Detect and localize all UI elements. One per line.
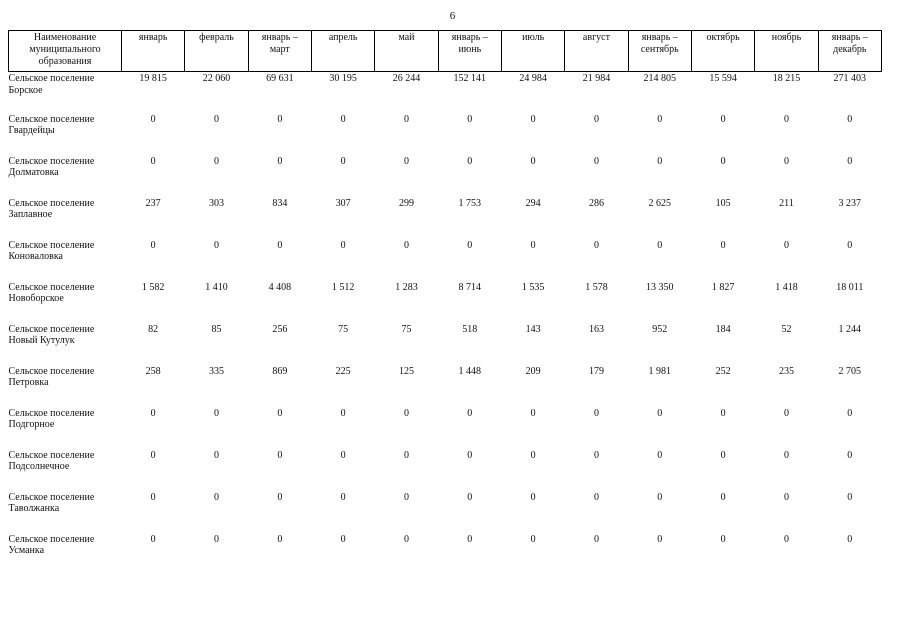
cell-value: 0 xyxy=(277,491,283,503)
cell-value: 0 xyxy=(783,113,789,125)
cell-value: 307 xyxy=(335,197,351,209)
cell-value: 0 xyxy=(530,155,536,167)
municipality-type: Сельское поселение xyxy=(8,155,95,167)
cell-value: 52 xyxy=(781,323,792,335)
municipality-title: Петровка xyxy=(8,377,49,388)
cell-value: 0 xyxy=(467,113,473,125)
municipality-name xyxy=(9,492,122,534)
cell-value: 15 594 xyxy=(709,73,737,84)
cell-value: 0 xyxy=(213,407,219,419)
cell-value: 1 418 xyxy=(775,281,798,293)
cell-value: 18 215 xyxy=(772,73,801,84)
cell-value: 75 xyxy=(338,323,349,335)
cell-value: 0 xyxy=(847,491,853,503)
header-month: январь – декабрь xyxy=(818,31,881,72)
cell-value: 0 xyxy=(847,113,853,125)
cell-value: 0 xyxy=(783,533,789,545)
cell-value: 0 xyxy=(150,533,156,545)
cell-value: 0 xyxy=(847,533,853,545)
municipality-name xyxy=(9,324,122,366)
cell-value: 252 xyxy=(715,365,731,377)
municipality-name xyxy=(9,240,122,282)
cell-value: 4 408 xyxy=(268,281,292,293)
cell-value: 0 xyxy=(213,491,219,503)
cell-value: 0 xyxy=(530,239,536,251)
cell-value: 0 xyxy=(530,113,536,125)
header-month: май xyxy=(375,31,438,72)
cell-value: 3 237 xyxy=(838,197,862,209)
cell-value: 237 xyxy=(145,197,161,209)
municipality-title: Таволжанка xyxy=(8,503,60,514)
cell-value: 869 xyxy=(272,365,288,377)
cell-value: 8 714 xyxy=(458,281,482,293)
cell-value: 0 xyxy=(720,155,726,167)
cell-value: 152 141 xyxy=(453,73,487,84)
cell-value: 0 xyxy=(847,239,853,251)
table-row xyxy=(9,198,882,240)
table-row xyxy=(9,240,882,282)
cell-value: 0 xyxy=(213,155,219,167)
cell-value: 0 xyxy=(657,449,663,461)
municipality-type: Сельское поселение xyxy=(8,491,95,503)
table-row xyxy=(9,450,882,492)
municipality-type: Сельское поселение xyxy=(8,365,95,377)
cell-value: 1 512 xyxy=(331,281,355,293)
cell-value: 0 xyxy=(277,407,283,419)
municipality-name xyxy=(9,534,122,576)
header-month: апрель xyxy=(311,31,374,72)
cell-value: 0 xyxy=(277,155,283,167)
cell-value: 209 xyxy=(525,365,541,377)
municipality-title: Борское xyxy=(8,84,43,96)
municipality-type: Сельское поселение xyxy=(8,73,95,84)
header-month: ноябрь xyxy=(755,31,818,72)
cell-value: 0 xyxy=(657,113,663,125)
municipality-title: Долматовка xyxy=(8,167,59,178)
cell-value: 0 xyxy=(150,407,156,419)
cell-value: 0 xyxy=(213,533,219,545)
cell-value: 0 xyxy=(593,113,599,125)
cell-value: 0 xyxy=(403,407,409,419)
table-row xyxy=(9,72,882,114)
cell-value: 0 xyxy=(530,491,536,503)
cell-value: 0 xyxy=(340,449,346,461)
table-row xyxy=(9,534,882,576)
cell-value: 0 xyxy=(150,239,156,251)
cell-value: 0 xyxy=(467,407,473,419)
municipality-name xyxy=(9,408,122,450)
cell-value: 179 xyxy=(588,365,604,377)
cell-value: 24 984 xyxy=(519,73,547,84)
municipality-name xyxy=(9,198,122,240)
cell-value: 0 xyxy=(340,113,346,125)
cell-value: 18 011 xyxy=(836,281,864,293)
header-month: октябрь xyxy=(691,31,754,72)
page-number: 6 xyxy=(449,10,456,22)
cell-value: 105 xyxy=(715,197,731,209)
cell-value: 0 xyxy=(657,407,663,419)
data-table xyxy=(8,30,882,576)
cell-value: 0 xyxy=(403,239,409,251)
cell-value: 1 283 xyxy=(395,281,418,293)
cell-value: 0 xyxy=(720,491,726,503)
municipality-name xyxy=(9,72,122,114)
cell-value: 22 060 xyxy=(202,73,231,84)
cell-value: 0 xyxy=(657,491,663,503)
cell-value: 0 xyxy=(403,533,409,545)
cell-value: 184 xyxy=(715,323,731,335)
cell-value: 0 xyxy=(467,533,473,545)
cell-value: 294 xyxy=(525,197,541,209)
municipality-name xyxy=(9,282,122,324)
cell-value: 0 xyxy=(403,491,409,503)
cell-value: 0 xyxy=(403,155,409,167)
cell-value: 0 xyxy=(530,407,536,419)
municipality-name xyxy=(9,450,122,492)
municipality-type: Сельское поселение xyxy=(8,281,95,293)
header-month: январь – сентябрь xyxy=(628,31,691,72)
municipality-title: Заплавное xyxy=(8,209,53,220)
cell-value: 2 625 xyxy=(648,197,672,209)
table-row xyxy=(9,492,882,534)
cell-value: 214 805 xyxy=(643,73,677,84)
cell-value: 0 xyxy=(403,113,409,125)
cell-value: 0 xyxy=(847,407,853,419)
cell-value: 143 xyxy=(525,323,541,335)
cell-value: 13 350 xyxy=(646,281,674,293)
municipality-title: Коноваловка xyxy=(8,251,63,262)
cell-value: 0 xyxy=(783,407,789,419)
municipality-type: Сельское поселение xyxy=(8,533,95,545)
table-row xyxy=(9,156,882,198)
cell-value: 0 xyxy=(530,449,536,461)
cell-value: 235 xyxy=(778,365,794,377)
cell-value: 0 xyxy=(340,533,346,545)
cell-value: 1 448 xyxy=(458,365,482,377)
cell-value: 2 705 xyxy=(838,365,862,377)
cell-value: 0 xyxy=(720,407,726,419)
municipality-title: Усманка xyxy=(8,545,45,556)
cell-value: 335 xyxy=(208,365,224,377)
municipality-title: Гвардейцы xyxy=(8,125,55,136)
municipality-name xyxy=(9,366,122,408)
cell-value: 0 xyxy=(847,449,853,461)
cell-value: 0 xyxy=(783,491,789,503)
cell-value: 85 xyxy=(211,323,222,335)
cell-value: 0 xyxy=(657,155,663,167)
municipality-title: Новый Кутулук xyxy=(8,335,75,346)
cell-value: 0 xyxy=(593,449,599,461)
cell-value: 0 xyxy=(277,533,283,545)
cell-value: 1 578 xyxy=(585,281,608,293)
cell-value: 952 xyxy=(652,323,668,335)
cell-value: 256 xyxy=(272,323,288,335)
cell-value: 69 631 xyxy=(266,73,294,84)
cell-value: 518 xyxy=(462,323,478,335)
header-month: февраль xyxy=(185,31,248,72)
header-row xyxy=(9,31,882,72)
cell-value: 163 xyxy=(588,323,604,335)
municipality-title: Подсолнечное xyxy=(8,461,70,472)
municipality-type: Сельское поселение xyxy=(8,239,95,251)
cell-value: 0 xyxy=(657,533,663,545)
cell-value: 0 xyxy=(783,449,789,461)
cell-value: 0 xyxy=(340,491,346,503)
cell-value: 1 753 xyxy=(458,197,482,209)
cell-value: 1 827 xyxy=(711,281,735,293)
cell-value: 0 xyxy=(720,533,726,545)
cell-value: 225 xyxy=(335,365,351,377)
cell-value: 303 xyxy=(208,197,224,209)
cell-value: 1 535 xyxy=(521,281,545,293)
cell-value: 211 xyxy=(779,197,794,209)
header-month: июль xyxy=(501,31,564,72)
cell-value: 0 xyxy=(467,491,473,503)
cell-value: 0 xyxy=(213,239,219,251)
cell-value: 286 xyxy=(588,197,604,209)
cell-value: 19 815 xyxy=(139,73,167,84)
cell-value: 1 981 xyxy=(648,365,672,377)
header-name-col: Наименование муниципального образования xyxy=(9,31,122,72)
cell-value: 0 xyxy=(593,407,599,419)
table-row xyxy=(9,408,882,450)
cell-value: 834 xyxy=(272,197,288,209)
table-row xyxy=(9,282,882,324)
cell-value: 1 582 xyxy=(141,281,165,293)
cell-value: 0 xyxy=(340,155,346,167)
table-row xyxy=(9,366,882,408)
cell-value: 0 xyxy=(277,239,283,251)
cell-value: 0 xyxy=(783,155,789,167)
cell-value: 0 xyxy=(593,533,599,545)
cell-value: 0 xyxy=(720,449,726,461)
cell-value: 0 xyxy=(593,155,599,167)
municipality-title: Подгорное xyxy=(8,419,55,430)
municipality-type: Сельское поселение xyxy=(8,407,95,419)
cell-value: 0 xyxy=(593,239,599,251)
municipality-name xyxy=(9,114,122,156)
cell-value: 30 195 xyxy=(329,73,357,84)
cell-value: 0 xyxy=(213,449,219,461)
cell-value: 0 xyxy=(150,113,156,125)
cell-value: 0 xyxy=(150,491,156,503)
cell-value: 0 xyxy=(277,113,283,125)
header-month: январь xyxy=(122,31,185,72)
cell-value: 0 xyxy=(530,533,536,545)
table-row xyxy=(9,114,882,156)
cell-value: 125 xyxy=(398,365,414,377)
cell-value: 1 410 xyxy=(205,281,228,293)
cell-value: 0 xyxy=(467,239,473,251)
cell-value: 0 xyxy=(150,155,156,167)
cell-value: 271 403 xyxy=(833,73,867,84)
cell-value: 0 xyxy=(277,449,283,461)
municipality-type: Сельское поселение xyxy=(8,113,95,125)
cell-value: 21 984 xyxy=(582,73,611,84)
cell-value: 0 xyxy=(847,155,853,167)
cell-value: 0 xyxy=(783,239,789,251)
cell-value: 26 244 xyxy=(392,73,421,84)
municipality-type: Сельское поселение xyxy=(8,449,95,461)
municipality-type: Сельское поселение xyxy=(8,197,95,209)
cell-value: 0 xyxy=(720,113,726,125)
cell-value: 0 xyxy=(593,491,599,503)
cell-value: 0 xyxy=(150,449,156,461)
municipality-name xyxy=(9,156,122,198)
cell-value: 0 xyxy=(720,239,726,251)
municipality-title: Новоборское xyxy=(8,293,64,304)
header-month: август xyxy=(565,31,628,72)
table-row xyxy=(9,324,882,366)
cell-value: 82 xyxy=(148,323,159,335)
header-month: январь – июнь xyxy=(438,31,501,72)
cell-value: 299 xyxy=(398,197,414,209)
cell-value: 0 xyxy=(340,407,346,419)
cell-value: 0 xyxy=(657,239,663,251)
cell-value: 0 xyxy=(340,239,346,251)
cell-value: 0 xyxy=(403,449,409,461)
cell-value: 0 xyxy=(213,113,219,125)
cell-value: 1 244 xyxy=(838,323,862,335)
cell-value: 0 xyxy=(467,449,473,461)
header-month: январь – март xyxy=(248,31,311,72)
cell-value: 258 xyxy=(145,365,161,377)
cell-value: 75 xyxy=(401,323,412,335)
cell-value: 0 xyxy=(467,155,473,167)
municipality-type: Сельское поселение xyxy=(8,323,95,335)
